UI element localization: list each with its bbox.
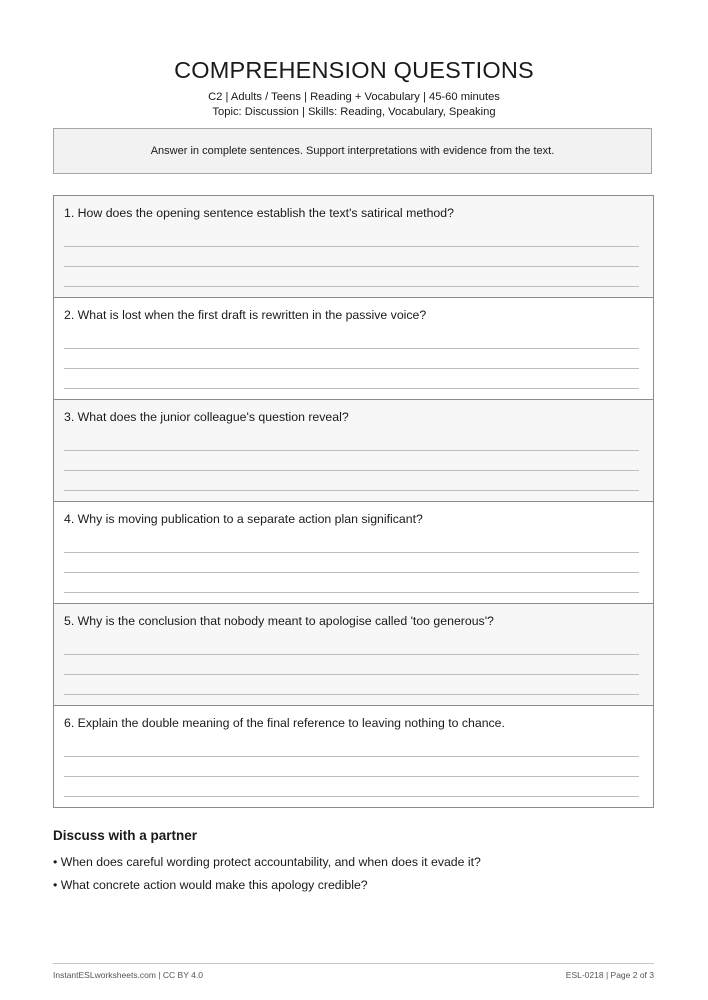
question-text: 1. How does the opening sentence establish the text's satirical method? — [64, 206, 454, 220]
answer-line[interactable] — [64, 348, 639, 349]
question-text: 6. Explain the double meaning of the final reference to leaving nothing to chance. — [64, 716, 505, 730]
question-item — [54, 502, 653, 604]
level-meta: C2 | Adults / Teens | Reading + Vocabulary | 45-60 minutes — [208, 91, 500, 103]
question-text: 2. What is lost when the first draft is rewritten in the passive voice? — [64, 308, 427, 322]
answer-line[interactable] — [64, 450, 639, 451]
answer-line[interactable] — [64, 470, 639, 471]
answer-line[interactable] — [64, 776, 639, 777]
question-text: 5. Why is the conclusion that nobody meant to apologise called 'too generous'? — [64, 614, 494, 628]
question-item — [54, 604, 653, 706]
question-text: 3. What does the junior colleague's question reveal? — [64, 410, 349, 424]
answer-line[interactable] — [64, 756, 639, 757]
answer-line[interactable] — [64, 674, 639, 675]
answer-line[interactable] — [64, 592, 639, 593]
answer-line[interactable] — [64, 266, 639, 267]
footer-divider — [53, 963, 654, 964]
discussion-heading: Discuss with a partner — [53, 828, 198, 843]
instructions-box: Answer in complete sentences. Support interpretations with evidence from the text. — [53, 128, 652, 174]
discussion-item: • What concrete action would make this apology credible? — [53, 878, 368, 892]
footer-page-number: ESL-0218 | Page 2 of 3 — [565, 970, 654, 980]
page-title: COMPREHENSION QUESTIONS — [174, 57, 534, 83]
answer-line[interactable] — [64, 694, 639, 695]
question-text: 4. Why is moving publication to a separate action plan significant? — [64, 512, 423, 526]
answer-line[interactable] — [64, 368, 639, 369]
question-item — [54, 298, 653, 400]
answer-line[interactable] — [64, 246, 639, 247]
answer-line[interactable] — [64, 388, 639, 389]
question-item — [54, 400, 653, 502]
footer-license: InstantESLworksheets.com | CC BY 4.0 — [53, 970, 203, 980]
answer-line[interactable] — [64, 490, 639, 491]
answer-line[interactable] — [64, 552, 639, 553]
discussion-item: • When does careful wording protect accountability, and when does it evade it? — [53, 855, 481, 869]
answer-line[interactable] — [64, 286, 639, 287]
question-item — [54, 196, 653, 298]
answer-line[interactable] — [64, 796, 639, 797]
answer-line[interactable] — [64, 572, 639, 573]
question-item — [54, 706, 653, 807]
questions-table — [53, 195, 654, 808]
topic-meta: Topic: Discussion | Skills: Reading, Vocabulary, Speaking — [212, 106, 496, 118]
answer-line[interactable] — [64, 654, 639, 655]
